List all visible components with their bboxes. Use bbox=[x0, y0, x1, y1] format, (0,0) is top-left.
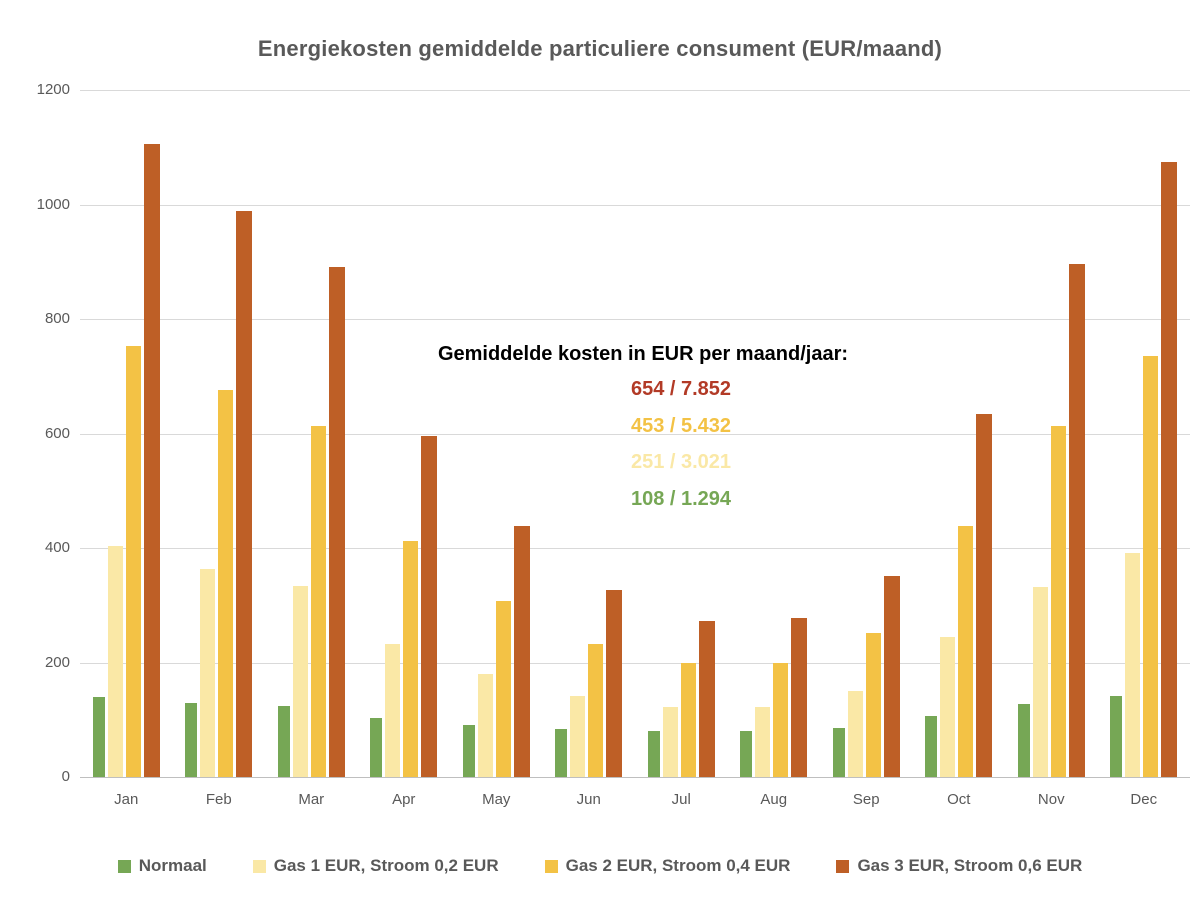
x-axis-label: Sep bbox=[852, 791, 880, 808]
y-tick-label: 600 bbox=[44, 424, 70, 442]
legend-item bbox=[836, 856, 1082, 876]
legend-label: Normaal bbox=[138, 856, 207, 875]
bar bbox=[144, 144, 160, 777]
gridline bbox=[80, 777, 1190, 778]
annotation-line: 654 / 7.852 bbox=[630, 378, 732, 400]
bar bbox=[1110, 696, 1122, 777]
bar bbox=[126, 346, 141, 777]
bar bbox=[925, 716, 937, 777]
bar-group bbox=[820, 90, 913, 777]
bar bbox=[663, 707, 678, 777]
bar bbox=[293, 586, 308, 777]
bar bbox=[385, 644, 400, 777]
bar bbox=[463, 725, 475, 777]
legend-swatch-icon bbox=[253, 860, 266, 873]
legend-swatch-icon bbox=[836, 860, 849, 873]
bar-group bbox=[913, 90, 1006, 777]
y-tick-label: 1000 bbox=[36, 195, 70, 213]
x-axis-label: Feb bbox=[205, 791, 232, 808]
bar bbox=[699, 621, 715, 777]
bar bbox=[496, 601, 511, 777]
annotation-line: 251 / 3.021 bbox=[630, 451, 732, 473]
bar bbox=[570, 696, 585, 777]
annotation-lines bbox=[531, 371, 831, 517]
bar bbox=[606, 590, 622, 777]
bar-group bbox=[450, 90, 543, 777]
x-axis-label: Nov bbox=[1037, 791, 1065, 808]
bar bbox=[833, 728, 845, 777]
annotation-line: 453 / 5.432 bbox=[630, 414, 732, 437]
bar bbox=[1018, 704, 1030, 777]
bar bbox=[976, 414, 992, 777]
bar bbox=[848, 691, 863, 777]
bar bbox=[1051, 426, 1066, 778]
bar-group bbox=[1098, 90, 1191, 777]
y-tick-label: 200 bbox=[44, 653, 70, 671]
bar bbox=[278, 706, 290, 777]
y-tick-label: 800 bbox=[44, 310, 70, 327]
bar bbox=[1033, 587, 1048, 777]
x-axis-label: Jun bbox=[576, 791, 601, 808]
bar bbox=[681, 663, 696, 777]
bar bbox=[236, 211, 252, 777]
bar bbox=[218, 390, 233, 777]
bar bbox=[514, 526, 530, 777]
bar bbox=[1161, 162, 1177, 777]
legend-item bbox=[118, 856, 207, 876]
bar bbox=[329, 267, 345, 777]
bar bbox=[588, 644, 603, 777]
legend-label: Gas 2 EUR, Stroom 0,4 EUR bbox=[565, 856, 791, 875]
bar bbox=[791, 618, 807, 777]
bar bbox=[311, 426, 326, 777]
x-axis-label: Oct bbox=[947, 791, 971, 808]
bar bbox=[940, 637, 955, 777]
x-axis-label: Apr bbox=[392, 791, 416, 808]
bar bbox=[866, 633, 881, 777]
legend-label: Gas 1 EUR, Stroom 0,2 EUR bbox=[273, 856, 499, 875]
bar bbox=[773, 663, 788, 778]
bar bbox=[93, 697, 105, 777]
bar bbox=[958, 526, 973, 777]
x-axis-label: May bbox=[482, 791, 511, 808]
legend-item bbox=[545, 856, 791, 876]
x-axis-label: Aug bbox=[760, 791, 788, 808]
bar bbox=[884, 576, 900, 777]
y-tick-label: 0 bbox=[61, 768, 70, 785]
x-axis-label: Dec bbox=[1130, 791, 1158, 808]
bar bbox=[200, 569, 215, 777]
legend-item bbox=[253, 856, 499, 876]
y-tick-label: 400 bbox=[44, 539, 70, 556]
x-axis-label: Jul bbox=[671, 791, 691, 808]
legend-swatch-icon bbox=[545, 860, 558, 873]
bar-group bbox=[265, 90, 358, 777]
bar bbox=[478, 674, 493, 777]
x-axis-label: Jan bbox=[114, 791, 139, 808]
bar bbox=[185, 703, 197, 777]
bar-group bbox=[173, 90, 266, 777]
bar bbox=[108, 546, 123, 777]
bar bbox=[1069, 264, 1085, 777]
bar bbox=[755, 707, 770, 777]
bar bbox=[370, 718, 382, 777]
bar bbox=[740, 731, 752, 777]
bar-group bbox=[80, 90, 173, 777]
bar-group bbox=[1005, 90, 1098, 777]
bar-group bbox=[358, 90, 451, 777]
legend-label: Gas 3 EUR, Stroom 0,6 EUR bbox=[857, 856, 1083, 875]
x-axis-label: Mar bbox=[298, 791, 325, 808]
bar bbox=[403, 541, 418, 777]
bar bbox=[555, 729, 567, 777]
bar bbox=[421, 436, 437, 777]
y-tick-label: 1200 bbox=[36, 81, 70, 98]
annotation-heading: Gemiddelde kosten in EUR per maand/jaar: bbox=[437, 343, 849, 365]
bar bbox=[1143, 356, 1158, 777]
bar bbox=[1125, 553, 1140, 777]
chart-title: Energiekosten gemiddelde particuliere consument (EUR/maand) bbox=[257, 36, 943, 61]
legend-swatch-icon bbox=[118, 860, 131, 873]
legend bbox=[0, 856, 1200, 876]
bar bbox=[648, 731, 660, 777]
annotation-line: 108 / 1.294 bbox=[630, 487, 732, 510]
